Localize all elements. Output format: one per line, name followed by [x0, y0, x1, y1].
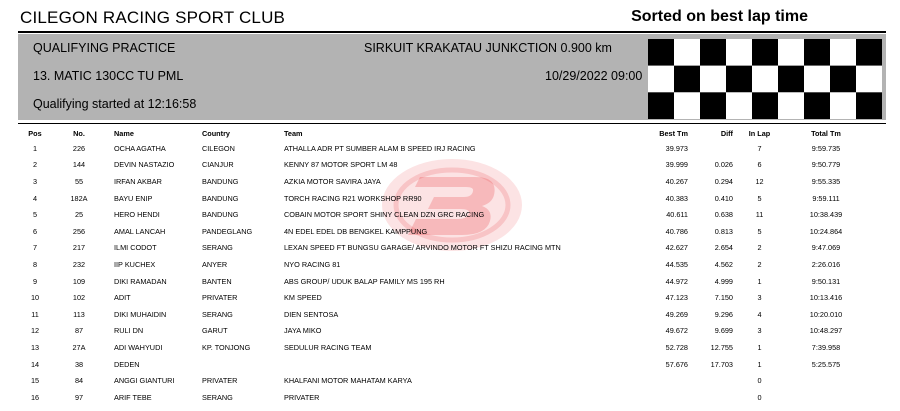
- cell-rider-name: DIKI RAMADAN: [114, 276, 167, 286]
- cell-in-lap: 1: [757, 359, 762, 369]
- cell-rider-name: RULI DN: [114, 326, 144, 336]
- cell-rider-name: IRFAN AKBAR: [114, 176, 162, 186]
- table-row: [22, 140, 866, 157]
- cell-diff: 4.999: [714, 276, 733, 286]
- cell-in-lap: 3: [757, 293, 762, 303]
- cell-team: PRIVATER: [284, 392, 320, 402]
- cell-diff: 2.654: [714, 243, 733, 253]
- table-row: [22, 273, 866, 290]
- cell-diff: 0.294: [714, 176, 733, 186]
- cell-best-time: 39.973: [665, 143, 688, 153]
- cell-country: CIANJUR: [202, 160, 234, 170]
- cell-diff: 0.638: [714, 210, 733, 220]
- cell-diff: [688, 140, 733, 157]
- cell-total-time: 10:13.416: [809, 293, 843, 303]
- cell-total-time: 5:25.575: [811, 359, 841, 369]
- results-table: [22, 127, 866, 406]
- cell-pos: 1: [32, 143, 38, 153]
- cell-best-time: 57.676: [665, 359, 688, 369]
- cell-number: 109: [72, 276, 86, 286]
- cell-best-time: 42.627: [665, 243, 688, 253]
- cell-pos: 13: [30, 342, 40, 352]
- table-row: [22, 306, 866, 323]
- cell-in-lap: 7: [757, 143, 762, 153]
- cell-in-lap: 0: [757, 376, 762, 386]
- cell-best-time: [636, 372, 688, 389]
- table-row: [22, 173, 866, 190]
- column-header-diff: Diff: [720, 129, 733, 138]
- cell-number: 182A: [70, 193, 88, 203]
- session-title: QUALIFYING PRACTICE: [33, 41, 176, 55]
- cell-country: ANYER: [202, 259, 228, 269]
- cell-team: TORCH RACING R21 WORKSHOP RR90: [284, 193, 422, 203]
- cell-country: BANDUNG: [202, 176, 239, 186]
- cell-best-time: [636, 389, 688, 406]
- cell-pos: 5: [32, 210, 38, 220]
- cell-rider-name: HERO HENDI: [114, 210, 160, 220]
- cell-number: 232: [72, 259, 86, 269]
- cell-team: AZKIA MOTOR SAVIRA JAYA: [284, 176, 381, 186]
- table-row: [22, 223, 866, 240]
- cell-diff: 7.150: [714, 293, 733, 303]
- cell-pos: 10: [30, 293, 40, 303]
- cell-rider-name: IIP KUCHEX: [114, 259, 156, 269]
- cell-pos: 8: [32, 259, 38, 269]
- cell-pos: 11: [31, 309, 39, 319]
- cell-total-time: 9:50.779: [811, 160, 841, 170]
- table-row: [22, 240, 866, 257]
- cell-pos: 12: [30, 326, 40, 336]
- column-header-no: No.: [73, 129, 85, 138]
- cell-total-time: 10:24.864: [809, 226, 843, 236]
- column-header-pos: Pos: [28, 129, 42, 138]
- cell-pos: 2: [32, 160, 38, 170]
- cell-team: SEDULUR RACING TEAM: [284, 342, 372, 352]
- cell-total-time: 9:47.069: [811, 243, 841, 253]
- class-name: 13. MATIC 130CC TU PML: [33, 69, 184, 83]
- cell-team: KM SPEED: [284, 293, 322, 303]
- table-row: [22, 157, 866, 174]
- cell-best-time: 40.786: [665, 226, 688, 236]
- cell-team: KHALFANI MOTOR MAHATAM KARYA: [284, 376, 412, 386]
- cell-best-time: 52.728: [665, 342, 688, 352]
- cell-diff: [688, 372, 733, 389]
- cell-diff: 9.296: [714, 309, 733, 319]
- table-row: [22, 323, 866, 340]
- cell-number: 97: [74, 392, 84, 402]
- cell-team: DIEN SENTOSA: [284, 309, 339, 319]
- cell-number: 144: [72, 160, 86, 170]
- cell-pos: 14: [30, 359, 40, 369]
- circuit-name: SIRKUIT KRAKATAU JUNKCTION 0.900 km: [364, 41, 612, 55]
- cell-team: COBAIN MOTOR SPORT SHINY CLEAN DZN GRC RACING: [284, 210, 485, 220]
- cell-rider-name: AMAL LANCAH: [114, 226, 166, 236]
- cell-in-lap: 5: [757, 226, 762, 236]
- cell-country: PANDEGLANG: [202, 226, 253, 236]
- table-row: [22, 190, 866, 207]
- cell-diff: 9.699: [714, 326, 733, 336]
- club-name: CILEGON RACING SPORT CLUB: [20, 8, 286, 27]
- cell-rider-name: ILMI CODOT: [114, 243, 157, 253]
- cell-country: BANDUNG: [202, 193, 239, 203]
- cell-diff: 4.562: [714, 259, 733, 269]
- table-row: [22, 389, 866, 406]
- cell-total-time: 7:39.958: [811, 342, 841, 352]
- cell-country: BANDUNG: [202, 210, 239, 220]
- cell-pos: 16: [30, 392, 40, 402]
- cell-team: ABS GROUP/ UDUK BALAP FAMILY MS 195 RH: [284, 276, 445, 286]
- cell-total-time: 10:20.010: [809, 309, 843, 319]
- cell-total-time: 10:48.297: [809, 326, 843, 336]
- checkered-flag-icon: [648, 39, 882, 119]
- cell-in-lap: 12: [755, 176, 764, 186]
- cell-number: 87: [74, 326, 84, 336]
- cell-pos: 3: [32, 176, 38, 186]
- cell-in-lap: 11: [755, 210, 764, 220]
- cell-number: 25: [74, 210, 84, 220]
- cell-country: CILEGON: [202, 143, 235, 153]
- cell-in-lap: 1: [757, 276, 762, 286]
- cell-in-lap: 5: [757, 193, 762, 203]
- cell-best-time: 39.999: [665, 160, 688, 170]
- cell-diff: 0.813: [714, 226, 733, 236]
- cell-in-lap: 2: [757, 243, 762, 253]
- cell-diff: [688, 389, 733, 406]
- cell-team: JAYA MIKO: [284, 326, 322, 336]
- column-header-in-lap: In Lap: [748, 129, 771, 138]
- cell-in-lap: 4: [757, 309, 762, 319]
- cell-rider-name: DEDEN: [114, 359, 140, 369]
- qualifying-start-time: Qualifying started at 12:16:58: [33, 97, 197, 111]
- cell-best-time: 47.123: [665, 293, 688, 303]
- cell-best-time: 44.972: [665, 276, 688, 286]
- cell-rider-name: DEVIN NASTAZIO: [114, 160, 175, 170]
- table-row: [22, 339, 866, 356]
- cell-total-time: 10:38.439: [809, 210, 843, 220]
- cell-number: 217: [72, 243, 86, 253]
- column-header-name: Name: [114, 129, 134, 138]
- cell-team: ATHALLA ADR PT SUMBER ALAM B SPEED IRJ RACING: [284, 143, 476, 153]
- cell-best-time: 49.269: [665, 309, 688, 319]
- cell-total-time: [786, 372, 866, 389]
- cell-country: PRIVATER: [202, 376, 238, 386]
- cell-number: 55: [74, 176, 84, 186]
- table-row: [22, 372, 866, 389]
- cell-in-lap: 1: [757, 342, 762, 352]
- sort-label: Sorted on best lap time: [631, 8, 808, 25]
- cell-total-time: 9:59.111: [812, 193, 840, 203]
- cell-rider-name: ADIT: [114, 293, 131, 303]
- cell-best-time: 40.383: [665, 193, 688, 203]
- cell-in-lap: 3: [757, 326, 762, 336]
- cell-team: 4N EDEL EDEL DB BENGKEL KAMPPUNG: [284, 226, 428, 236]
- table-row: [22, 356, 866, 373]
- cell-rider-name: ARIF TEBE: [114, 392, 152, 402]
- cell-best-time: 49.672: [665, 326, 688, 336]
- cell-country: BANTEN: [202, 276, 232, 286]
- cell-total-time: 9:59.735: [811, 143, 841, 153]
- cell-team: NYO RACING 81: [284, 259, 341, 269]
- cell-number: 256: [72, 226, 86, 236]
- cell-rider-name: OCHA AGATHA: [114, 143, 166, 153]
- results-body: [22, 140, 866, 406]
- session-datetime: 10/29/2022 09:00: [545, 69, 643, 83]
- cell-total-time: 2:26.016: [811, 259, 841, 269]
- cell-best-time: 44.535: [665, 259, 688, 269]
- cell-pos: 15: [30, 376, 40, 386]
- cell-best-time: 40.611: [666, 210, 688, 220]
- cell-in-lap: 2: [757, 259, 762, 269]
- cell-pos: 7: [32, 243, 38, 253]
- cell-country: SERANG: [202, 243, 233, 253]
- cell-in-lap: 6: [757, 160, 762, 170]
- cell-number: 38: [74, 359, 84, 369]
- session-banner: [18, 34, 886, 120]
- cell-rider-name: ANGGI GIANTURI: [114, 376, 175, 386]
- cell-diff: 0.026: [714, 160, 733, 170]
- cell-country: GARUT: [202, 326, 228, 336]
- column-header-country: Country: [202, 129, 230, 138]
- banner-divider: [18, 123, 886, 124]
- cell-number: 84: [74, 376, 84, 386]
- cell-rider-name: ADI WAHYUDI: [114, 342, 163, 352]
- cell-diff: 0.410: [714, 193, 733, 203]
- table-row: [22, 256, 866, 273]
- column-header-team: Team: [284, 129, 303, 138]
- cell-team: KENNY 87 MOTOR SPORT LM 48: [284, 160, 398, 170]
- cell-team: [284, 356, 636, 373]
- table-row: [22, 289, 866, 306]
- cell-best-time: 40.267: [665, 176, 688, 186]
- cell-diff: 12.755: [710, 342, 733, 352]
- cell-diff: 17.703: [710, 359, 733, 369]
- cell-total-time: [786, 389, 866, 406]
- column-header-total-time: Total Tm: [811, 129, 841, 138]
- cell-country: SERANG: [202, 392, 233, 402]
- cell-in-lap: 0: [757, 392, 762, 402]
- cell-country: PRIVATER: [202, 293, 238, 303]
- cell-total-time: 9:55.335: [811, 176, 841, 186]
- cell-country: SERANG: [202, 309, 233, 319]
- column-header-best-time: Best Tm: [659, 129, 688, 138]
- cell-pos: 6: [32, 226, 38, 236]
- cell-total-time: 9:50.131: [811, 276, 841, 286]
- table-row: [22, 206, 866, 223]
- cell-number: 113: [73, 309, 85, 319]
- cell-pos: 4: [32, 193, 38, 203]
- cell-country: [202, 356, 284, 373]
- table-header-row: [22, 127, 866, 140]
- cell-country: KP. TONJONG: [202, 342, 251, 352]
- cell-rider-name: BAYU ENIP: [114, 193, 153, 203]
- cell-team: LEXAN SPEED FT BUNGSU GARAGE/ ARVINDO MOTOR FT SHIZU RACING MTN: [284, 243, 561, 253]
- cell-number: 27A: [72, 342, 86, 352]
- cell-number: 226: [72, 143, 86, 153]
- cell-rider-name: DIKI MUHAIDIN: [114, 309, 167, 319]
- cell-number: 102: [72, 293, 86, 303]
- top-divider: [18, 31, 886, 33]
- cell-pos: 9: [32, 276, 38, 286]
